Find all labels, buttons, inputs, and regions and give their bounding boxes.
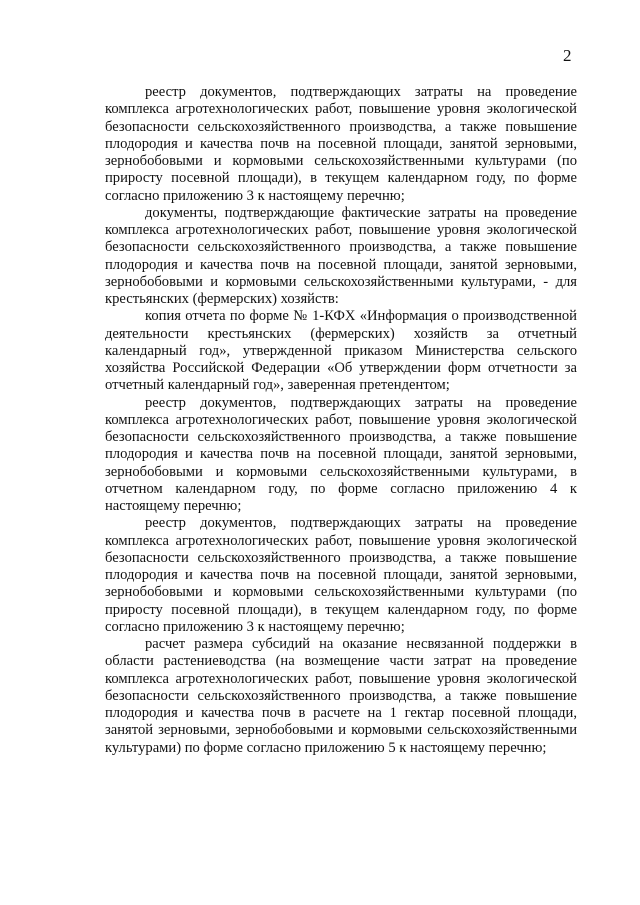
paragraph-subsidy-calculation: расчет размера субсидий на оказание несвязанной поддержки в области растениеводства (на возмещение части затрат на проведение комплекса агротехнологических работ, повышение уровня экологической безопасности сельскохозяйственного производства, а также повышение плодородия и качества почв в расчете на 1 гектар посевной площади, занятой зерновыми, зернобобовыми и кормовыми сельскохозяйственными культурами) по форме согласно приложению 5 к настоящему перечню; [105, 636, 577, 756]
paragraph-registry-reporting-year: реестр документов, подтверждающих затраты на проведение комплекса агротехнологических работ, повышение уровня экологической безопасности сельскохозяйственного производства, а также повышение плодородия и качества почв на посевной площади, занятой зерновыми, зернобобовыми и кормовыми сельскохозяйственными культурами, в отчетном календарном году, по форме согласно приложению 4 к настоящему перечню; [105, 394, 577, 514]
page-number: 2 [563, 46, 572, 65]
paragraph-kfh-report-copy: копия отчета по форме № 1-КФХ «Информация о производственной деятельности крестьянских (фермерских) хозяйств за отчетный календарный год», утвержденной приказом Министерства сельского хозяйства Российской Федерации «Об утверждении форм отчетности за отчетный календарный год», заверенная претендентом; [105, 308, 577, 394]
paragraph-actual-costs-documents: документы, подтверждающие фактические затраты на проведение комплекса агротехнологических работ, повышение уровня экологической безопасности сельскохозяйственного производства, а также повышение плодородия и качества почв на посевной площади, занятой зерновыми, зернобобовыми и кормовыми сельскохозяйственными культурами, - для крестьянских (фермерских) хозяйств: [105, 204, 577, 307]
document-body [105, 84, 577, 757]
paragraph-registry-growth-current-year: реестр документов, подтверждающих затраты на проведение комплекса агротехнологических работ, повышение уровня экологической безопасности сельскохозяйственного производства, а также повышение плодородия и качества почв на посевной площади, занятой зерновыми, зернобобовыми и кормовыми сельскохозяйственными культурами (по приросту посевной площади), в текущем календарном году, по форме согласно приложению 3 к настоящему перечню; [105, 84, 577, 204]
paragraph-registry-growth-current-year-kfh: реестр документов, подтверждающих затраты на проведение комплекса агротехнологических работ, повышение уровня экологической безопасности сельскохозяйственного производства, а также повышение плодородия и качества почв на посевной площади, занятой зерновыми, зернобобовыми и кормовыми сельскохозяйственными культурами (по приросту посевной площади), в текущем календарном году, по форме согласно приложению 3 к настоящему перечню; [105, 515, 577, 635]
